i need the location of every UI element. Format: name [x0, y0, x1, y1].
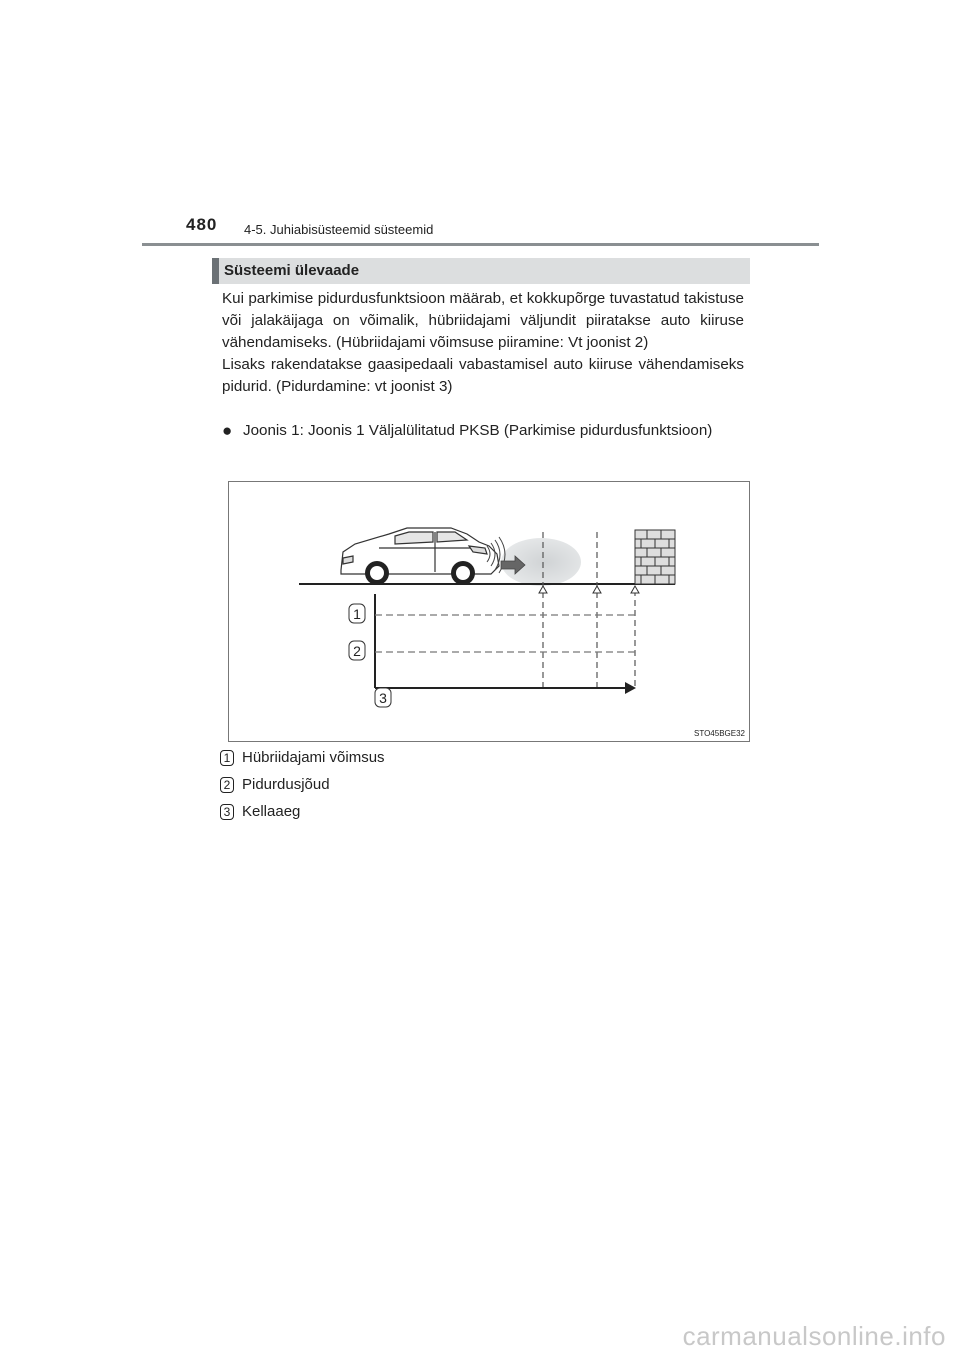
svg-text:1: 1 — [353, 606, 361, 622]
time-arrow-icon — [625, 682, 636, 694]
event-marker-icons — [539, 586, 639, 593]
watermark: carmanualsonline.info — [682, 1321, 946, 1351]
figure-frame — [228, 481, 750, 742]
legend-label: Kellaaeg — [242, 803, 301, 820]
body-text — [222, 288, 744, 398]
page-number: 480 — [186, 215, 218, 234]
header-rule — [142, 243, 819, 246]
bullet-icon: ● — [222, 421, 233, 440]
callout-1 — [349, 604, 365, 623]
brick-wall-icon — [635, 530, 675, 584]
paragraph-2: Lisaks rakendatakse gaasipedaali vabastamisel auto kiiruse vähendamiseks pidurid. (Pidurdamine: vt joonist 3) — [222, 356, 744, 395]
callout-3 — [375, 688, 391, 707]
bullet-item — [222, 420, 744, 443]
section-title: Süsteemi ülevaade — [224, 262, 360, 279]
legend-number: 3 — [220, 804, 234, 820]
legend-number: 2 — [220, 777, 234, 793]
car-icon — [341, 528, 499, 574]
bullet-text: Joonis 1: Joonis 1 Väljalülitatud PKSB (Parkimise pidurdusfunktsioon) — [243, 422, 713, 439]
chapter-title: 4-5. Juhiabisüsteemid süsteemid — [244, 222, 434, 237]
legend-label: Hübriidajami võimsus — [242, 749, 385, 766]
figure-illustration — [229, 482, 751, 743]
paragraph-1: Kui parkimise pidurdusfunktsioon määrab, et kokkupõrge tuvastatud takistuse või jalakäijaga on võimalik, hübriidajami väljundit piiratakse auto kiiruse vähendamiseks. (Hübriidajami võimsuse piiramine: Vt joonist 2) — [222, 290, 744, 351]
legend-label: Pidurdusjõud — [242, 776, 330, 793]
legend-number: 1 — [220, 750, 234, 766]
svg-text:3: 3 — [379, 690, 387, 706]
callout-2 — [349, 641, 365, 660]
figure-code: STO45BGE32 — [694, 729, 745, 738]
level-lines — [375, 615, 635, 652]
svg-text:2: 2 — [353, 643, 361, 659]
